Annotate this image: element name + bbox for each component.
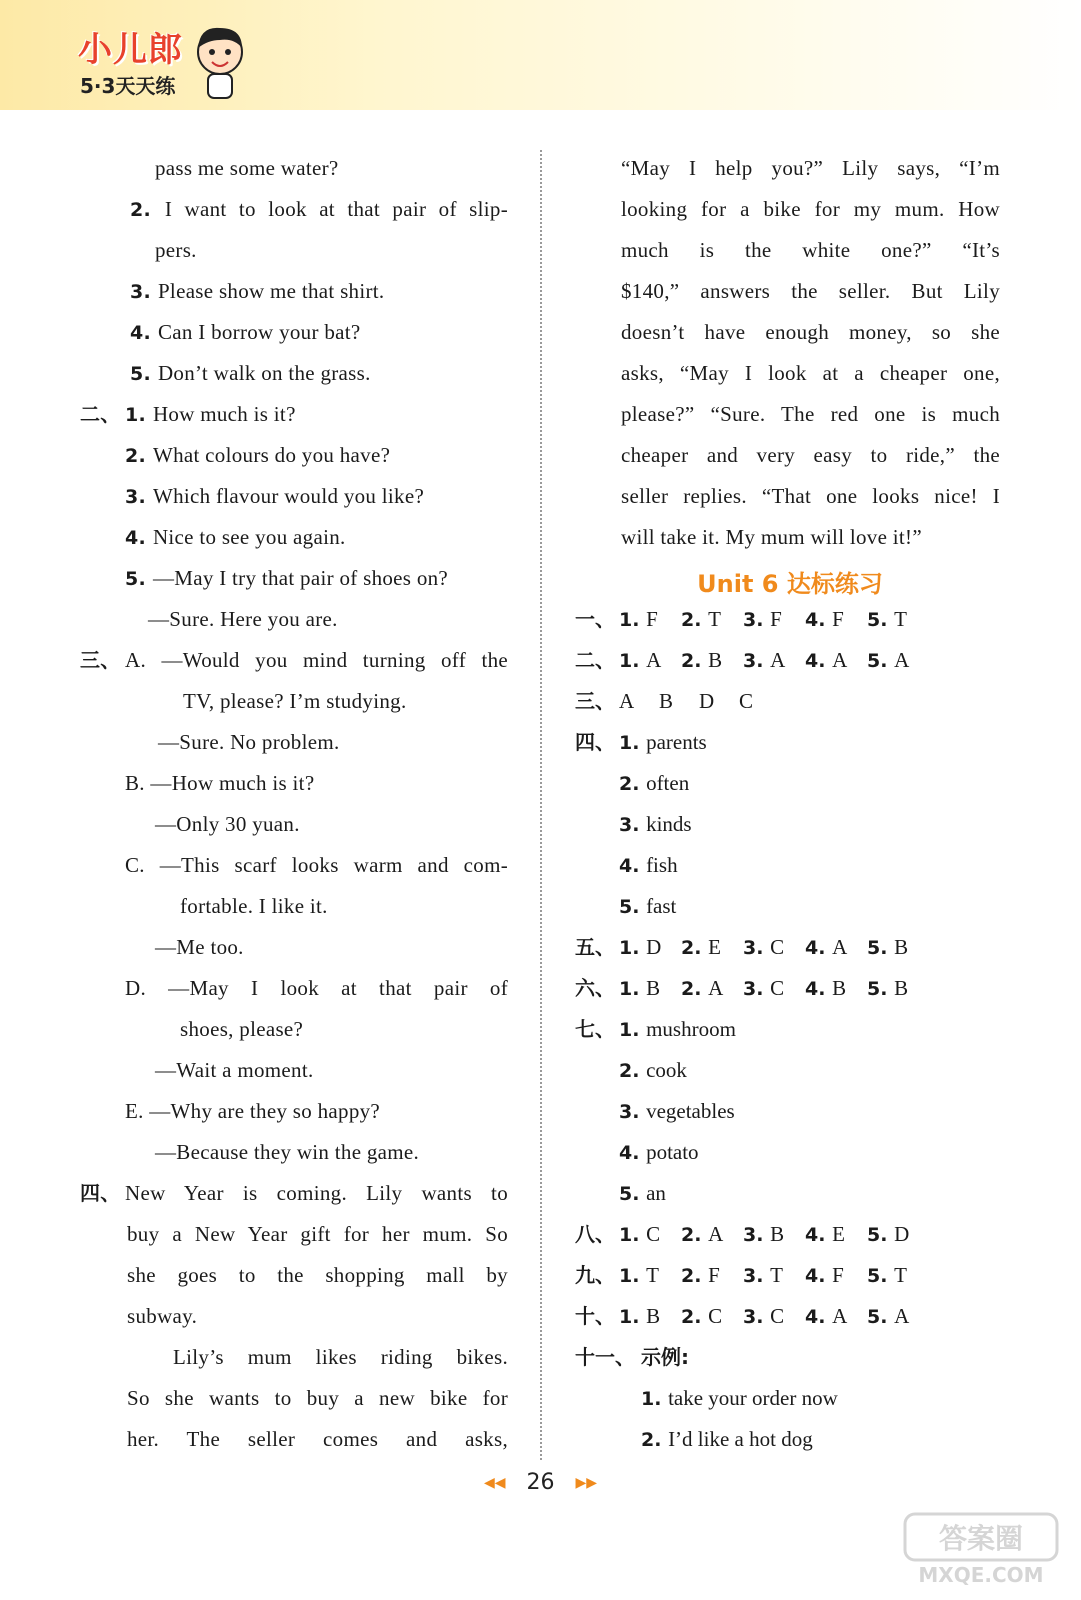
- mascot-icon: [190, 22, 250, 102]
- svg-text:MXQE.COM: MXQE.COM: [918, 1563, 1044, 1587]
- answer-item: 2. T: [681, 607, 721, 631]
- answer-item: D: [699, 689, 715, 713]
- left-text-line: [80, 394, 508, 435]
- left-text-line: [80, 1255, 508, 1296]
- line-text: shoes, please?: [180, 1017, 304, 1041]
- line-text: How much is it?: [152, 402, 296, 426]
- item-number: 3.: [130, 281, 158, 303]
- answer-item: 1. D: [619, 935, 662, 959]
- line-text: D. —May I look at that pair of: [125, 976, 508, 1000]
- answer-item: C: [739, 689, 754, 713]
- answer-item: 1. mushroom: [619, 1017, 736, 1041]
- line-text: fortable. I like it.: [180, 894, 328, 918]
- line-text: I want to look at that pair of slip-: [164, 197, 509, 221]
- item-number: 2.: [125, 445, 153, 467]
- line-text: New Year is coming. Lily wants to: [125, 1181, 508, 1205]
- left-text-line: [80, 1132, 508, 1173]
- section-marker: 九、: [575, 1263, 615, 1287]
- answer-row: [575, 1173, 1000, 1214]
- section-marker: 十一、: [575, 1345, 635, 1369]
- answer-item: 2. often: [619, 771, 690, 795]
- answer-item: 5. A: [867, 1304, 910, 1328]
- left-text-line: [80, 189, 508, 230]
- left-text-line: [80, 558, 508, 599]
- answer-item: 3. A: [743, 648, 786, 672]
- section-marker: 五、: [575, 935, 615, 959]
- item-number: 5.: [130, 363, 158, 385]
- line-text: Lily’s mum likes riding bikes.: [173, 1345, 508, 1369]
- left-text-line: [80, 1173, 508, 1214]
- answer-row: [575, 845, 1000, 886]
- passage-line: much is the white one?” “It’s: [621, 238, 1000, 262]
- line-text: pers.: [155, 238, 197, 262]
- line-text: she goes to the shopping mall by: [127, 1263, 508, 1287]
- prev-arrows-icon: ◀◀: [483, 1475, 506, 1491]
- page-number: 26: [526, 1470, 555, 1495]
- answer-item: 1. B: [619, 976, 661, 1000]
- item-number: 4.: [125, 527, 153, 549]
- answer-item: 3. kinds: [619, 812, 692, 836]
- left-text-line: [80, 271, 508, 312]
- section-marker: 二、: [80, 402, 121, 426]
- line-text: A. —Would you mind turning off the: [125, 648, 508, 672]
- answer-item: 2. E: [681, 935, 721, 959]
- line-text: Which flavour would you like?: [152, 484, 425, 508]
- item-number: 1.: [125, 404, 153, 426]
- item-number: 5.: [125, 568, 153, 590]
- answer-item: 1. A: [619, 648, 662, 672]
- answer-item: 4. E: [805, 1222, 845, 1246]
- answer-item: 5. B: [867, 976, 909, 1000]
- answer-row: [575, 1009, 1000, 1050]
- brand-title: 小儿郎: [78, 30, 183, 70]
- left-text-line: [80, 1378, 508, 1419]
- answer-row: [575, 968, 1000, 1009]
- brand-logo: [70, 22, 250, 108]
- answer-item: 2. F: [681, 1263, 720, 1287]
- passage-line: will take it. My mum will love it!”: [621, 525, 922, 549]
- watermark-logo: [901, 1510, 1061, 1590]
- left-text-line: [80, 1214, 508, 1255]
- answer-item: 4. F: [805, 1263, 844, 1287]
- answer-item: 2. A: [681, 976, 724, 1000]
- line-text: —May I try that pair of shoes on?: [152, 566, 449, 590]
- item-number: 2.: [130, 199, 165, 221]
- line-text: her. The seller comes and asks,: [127, 1427, 508, 1451]
- answer-item: 4. A: [805, 648, 848, 672]
- line-text: subway.: [127, 1304, 198, 1328]
- passage-line: seller replies. “That one looks nice! I: [621, 484, 1000, 508]
- answer-row: [575, 1337, 1000, 1378]
- line-text: —Sure. No problem.: [158, 730, 340, 754]
- answer-item: 3. B: [743, 1222, 785, 1246]
- answer-row: [575, 722, 1000, 763]
- answer-item: 4. A: [805, 935, 848, 959]
- left-text-line: [80, 353, 508, 394]
- answer-item: 1. F: [619, 607, 658, 631]
- answer-item: 5. fast: [619, 894, 677, 918]
- unit-title: Unit 6 达标练习: [697, 570, 883, 598]
- line-text: Don’t walk on the grass.: [157, 361, 371, 385]
- section-marker: 七、: [575, 1017, 615, 1041]
- answer-item: 5. T: [867, 1263, 907, 1287]
- section-marker: 六、: [575, 976, 615, 1000]
- answer-row: [575, 1419, 1000, 1460]
- answer-item: 1. T: [619, 1263, 659, 1287]
- left-text-line: [80, 517, 508, 558]
- answer-row: [575, 1214, 1000, 1255]
- left-text-line: [80, 148, 508, 189]
- answer-item: 5. T: [867, 607, 907, 631]
- answer-item: 3. T: [743, 1263, 783, 1287]
- passage-line: cheaper and very easy to ride,” the: [621, 443, 1000, 467]
- line-text: buy a New Year gift for her mum. So: [127, 1222, 508, 1246]
- answer-row: [575, 599, 1000, 640]
- passage-line: doesn’t have enough money, so she: [621, 320, 1000, 344]
- line-text: E. —Why are they so happy?: [125, 1099, 381, 1123]
- answer-row: [575, 1050, 1000, 1091]
- line-text: Can I borrow your bat?: [157, 320, 361, 344]
- left-text-line: [80, 230, 508, 271]
- answer-item: 4. B: [805, 976, 847, 1000]
- left-text-line: [80, 312, 508, 353]
- answer-item: 4. fish: [619, 853, 678, 877]
- section-marker: 四、: [80, 1181, 121, 1205]
- line-text: So she wants to buy a new bike for: [127, 1386, 508, 1410]
- answer-item: 2. A: [681, 1222, 724, 1246]
- item-number: 4.: [130, 322, 158, 344]
- line-text: Please show me that shirt.: [157, 279, 385, 303]
- left-text-line: [80, 1091, 508, 1132]
- answer-item: 5. D: [867, 1222, 910, 1246]
- brand-subtitle: 5·3天天练: [80, 74, 176, 98]
- answer-item: 1. parents: [619, 730, 707, 754]
- answer-row: [575, 1132, 1000, 1173]
- section-marker: 三、: [575, 689, 615, 713]
- passage-line: please?” “Sure. The red one is much: [621, 402, 1000, 426]
- left-text-line: [80, 845, 508, 886]
- column-divider: [540, 150, 542, 1460]
- left-text-line: [80, 435, 508, 476]
- answer-row: [575, 1255, 1000, 1296]
- answer-item: B: [659, 689, 674, 713]
- section-marker: 一、: [575, 607, 615, 631]
- answer-row: [575, 804, 1000, 845]
- answer-item: A: [619, 689, 635, 713]
- line-text: pass me some water?: [155, 156, 339, 180]
- left-text-line: [80, 599, 508, 640]
- answer-item: 示例:: [641, 1345, 689, 1369]
- answer-row: [575, 1378, 1000, 1419]
- answer-item: 5. an: [619, 1181, 666, 1205]
- answer-item: 3. C: [743, 976, 785, 1000]
- section-marker: 八、: [575, 1222, 615, 1246]
- line-text: —Me too.: [155, 935, 244, 959]
- answer-item: 5. A: [867, 648, 910, 672]
- answer-item: 4. A: [805, 1304, 848, 1328]
- left-text-line: [80, 722, 508, 763]
- section-marker: 二、: [575, 648, 615, 672]
- section-marker: 三、: [80, 648, 121, 672]
- left-text-line: [80, 1419, 508, 1460]
- left-text-line: [80, 927, 508, 968]
- answer-item: 3. C: [743, 1304, 785, 1328]
- answer-row: [575, 640, 1000, 681]
- line-text: B. —How much is it?: [125, 771, 315, 795]
- left-text-line: [80, 1296, 508, 1337]
- line-text: Nice to see you again.: [152, 525, 346, 549]
- left-text-line: [80, 968, 508, 1009]
- answer-item: 2. cook: [619, 1058, 687, 1082]
- passage-line: $140,” answers the seller. But Lily: [621, 279, 1000, 303]
- answer-item: 4. F: [805, 607, 844, 631]
- answer-item: 1. B: [619, 1304, 661, 1328]
- line-text: What colours do you have?: [152, 443, 391, 467]
- line-text: C. —This scarf looks warm and com-: [125, 853, 508, 877]
- left-text-line: [80, 476, 508, 517]
- page-footer: [0, 1470, 1081, 1495]
- left-text-line: [80, 640, 508, 681]
- answer-item: 2. I’d like a hot dog: [641, 1427, 813, 1451]
- answer-item: 3. C: [743, 935, 785, 959]
- answer-item: 4. potato: [619, 1140, 699, 1164]
- item-number: 3.: [125, 486, 153, 508]
- left-text-line: [80, 763, 508, 804]
- answer-item: 2. B: [681, 648, 723, 672]
- answer-item: 3. vegetables: [619, 1099, 735, 1123]
- section-marker: 四、: [575, 730, 615, 754]
- passage-line: “May I help you?” Lily says, “I’m: [621, 156, 1000, 180]
- answer-item: 3. F: [743, 607, 782, 631]
- answer-row: [575, 886, 1000, 927]
- section-marker: 十、: [575, 1304, 615, 1328]
- answer-row: [575, 681, 1000, 722]
- answer-row: [575, 1091, 1000, 1132]
- line-text: —Only 30 yuan.: [155, 812, 300, 836]
- answer-item: 2. C: [681, 1304, 723, 1328]
- next-arrows-icon: ▶▶: [575, 1475, 598, 1491]
- left-text-line: [80, 681, 508, 722]
- answer-item: 1. C: [619, 1222, 661, 1246]
- left-text-line: [80, 1050, 508, 1091]
- line-text: —Wait a moment.: [155, 1058, 314, 1082]
- left-text-line: [80, 886, 508, 927]
- svg-text:答案圈: 答案圈: [938, 1522, 1024, 1555]
- answer-row: [575, 1296, 1000, 1337]
- answer-item: 1. take your order now: [641, 1386, 838, 1410]
- left-text-line: [80, 1009, 508, 1050]
- left-text-line: [80, 1337, 508, 1378]
- answer-item: 5. B: [867, 935, 909, 959]
- answer-row: [575, 927, 1000, 968]
- line-text: —Sure. Here you are.: [148, 607, 338, 631]
- line-text: TV, please? I’m studying.: [183, 689, 407, 713]
- passage-line: looking for a bike for my mum. How: [621, 197, 1000, 221]
- passage-line: asks, “May I look at a cheaper one,: [621, 361, 1000, 385]
- left-text-line: [80, 804, 508, 845]
- line-text: —Because they win the game.: [155, 1140, 420, 1164]
- answer-row: [575, 763, 1000, 804]
